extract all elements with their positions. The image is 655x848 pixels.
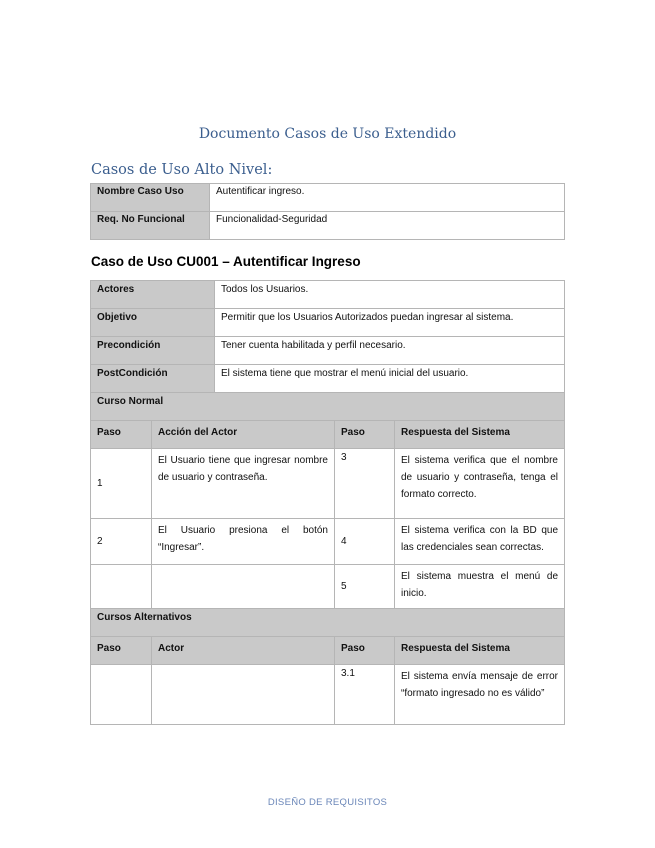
row-label: Objetivo bbox=[91, 309, 215, 337]
system-response: El sistema muestra el menú de inicio. bbox=[395, 565, 565, 609]
row-label: PostCondición bbox=[91, 365, 215, 393]
system-response: El sistema envía mensaje de error “formato ingresado no es válido” bbox=[395, 665, 565, 725]
step-number: 2 bbox=[91, 519, 152, 565]
column-header: Respuesta del Sistema bbox=[395, 421, 565, 449]
row-value: Autentificar ingreso. bbox=[210, 184, 565, 212]
step-number: 3.1 bbox=[335, 665, 395, 725]
row-value: El sistema tiene que mostrar el menú inicial del usuario. bbox=[215, 365, 565, 393]
table-row bbox=[91, 665, 565, 725]
row-label: Nombre Caso Uso bbox=[91, 184, 210, 212]
column-header: Paso bbox=[91, 637, 152, 665]
normal-course-title: Curso Normal bbox=[91, 393, 565, 421]
row-value: Permitir que los Usuarios Autorizados puedan ingresar al sistema. bbox=[215, 309, 565, 337]
row-value: Todos los Usuarios. bbox=[215, 281, 565, 309]
column-header: Respuesta del Sistema bbox=[395, 637, 565, 665]
row-label: Precondición bbox=[91, 337, 215, 365]
table-row bbox=[91, 365, 565, 393]
row-value: Tener cuenta habilitada y perfil necesario. bbox=[215, 337, 565, 365]
step-number bbox=[91, 565, 152, 609]
header-row bbox=[91, 637, 565, 665]
section-row bbox=[91, 393, 565, 421]
section-title: Casos de Uso Alto Nivel: bbox=[91, 162, 273, 178]
system-response: El sistema verifica con la BD que las credenciales sean correctas. bbox=[395, 519, 565, 565]
header-row bbox=[91, 421, 565, 449]
column-header: Paso bbox=[91, 421, 152, 449]
table-row bbox=[91, 337, 565, 365]
actor-action: El Usuario tiene que ingresar nombre de usuario y contraseña. bbox=[152, 449, 335, 519]
table-row bbox=[91, 519, 565, 565]
actor-action: El Usuario presiona el botón “Ingresar”. bbox=[152, 519, 335, 565]
system-response: El sistema verifica que el nombre de usuario y contraseña, tenga el formato correcto. bbox=[395, 449, 565, 519]
page-footer: DISEÑO DE REQUISITOS bbox=[267, 797, 388, 808]
table-row bbox=[91, 565, 565, 609]
high-level-table bbox=[90, 183, 565, 240]
column-header: Paso bbox=[335, 421, 395, 449]
step-number bbox=[91, 665, 152, 725]
step-number: 3 bbox=[335, 449, 395, 519]
row-label: Req. No Funcional bbox=[91, 212, 210, 240]
step-number: 1 bbox=[91, 449, 152, 519]
step-number: 5 bbox=[335, 565, 395, 609]
row-value: Funcionalidad-Seguridad bbox=[210, 212, 565, 240]
use-case-title: Caso de Uso CU001 – Autentificar Ingreso bbox=[91, 254, 361, 269]
table-row bbox=[91, 212, 565, 240]
column-header: Acción del Actor bbox=[152, 421, 335, 449]
alt-course-title: Cursos Alternativos bbox=[91, 609, 565, 637]
row-label: Actores bbox=[91, 281, 215, 309]
table-row bbox=[91, 184, 565, 212]
use-case-table bbox=[90, 280, 565, 725]
table-row bbox=[91, 281, 565, 309]
section-row bbox=[91, 609, 565, 637]
actor-action bbox=[152, 565, 335, 609]
column-header: Actor bbox=[152, 637, 335, 665]
table-row bbox=[91, 309, 565, 337]
table-row bbox=[91, 449, 565, 519]
step-number: 4 bbox=[335, 519, 395, 565]
actor-action bbox=[152, 665, 335, 725]
column-header: Paso bbox=[335, 637, 395, 665]
document-title: Documento Casos de Uso Extendido bbox=[198, 126, 457, 142]
